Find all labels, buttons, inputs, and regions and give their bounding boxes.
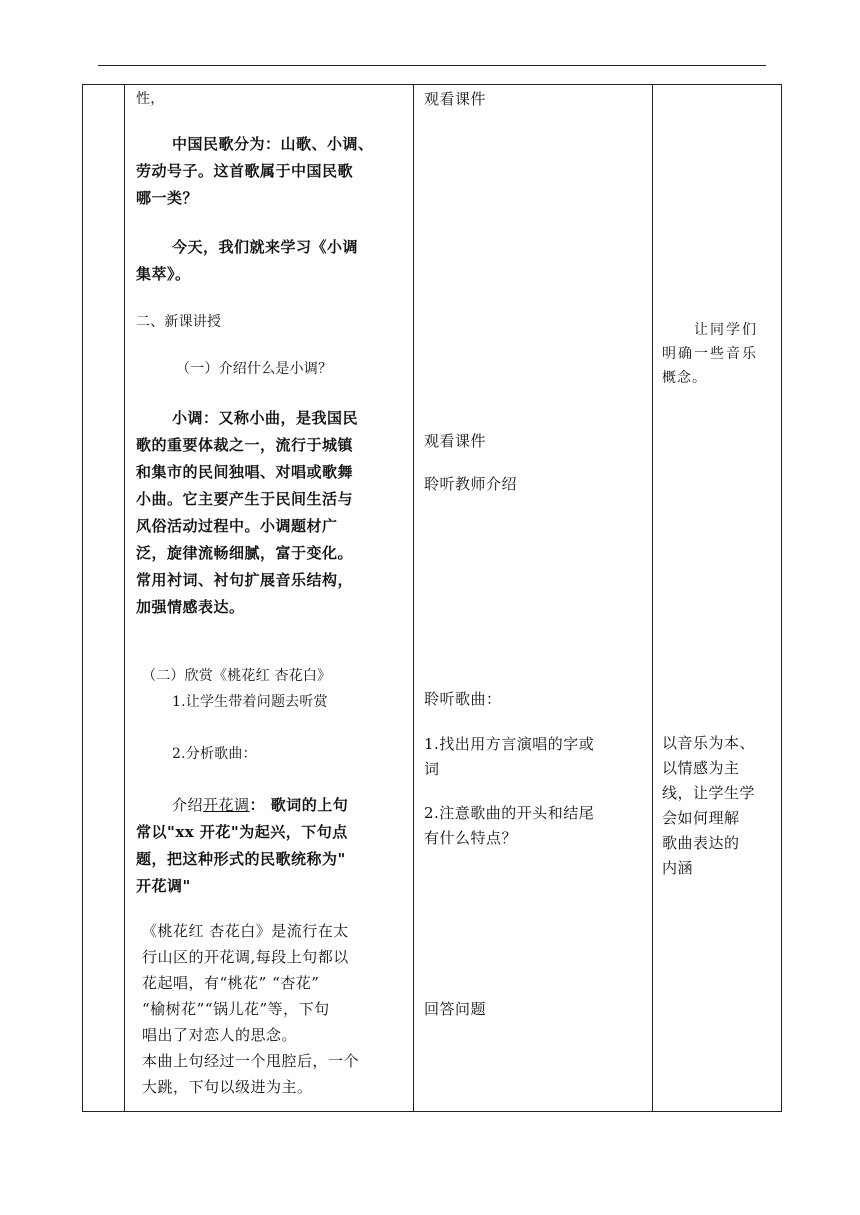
kaihuadiao-intro-line-4: 开花调" <box>136 877 191 895</box>
subsection-appreciation: （二）欣赏《桃花红 杏花白》 <box>142 668 332 684</box>
folk-song-types-line-2: 劳动号子。这首歌属于中国民歌 <box>136 162 354 180</box>
column-divider-3 <box>652 84 653 1112</box>
song-description-line-6: 本曲上句经过一个甩腔后，一个 <box>142 1052 360 1070</box>
student-listen-teacher: 聆听教师介绍 <box>424 475 518 493</box>
xiaodiao-def-line-1: 小调：又称小曲，是我国民 <box>172 409 359 427</box>
intent-emotion-line-6: 内涵 <box>662 859 694 877</box>
song-description-line-3: 花起唱，有“桃花” “杏花” <box>142 974 320 992</box>
kaihuadiao-intro-line-3: 题，把这种形式的民歌统称为" <box>136 850 346 868</box>
today-intro-line-1: 今天，我们就来学习《小调 <box>172 238 359 256</box>
kaihuadiao-prefix: 介绍 <box>172 796 204 814</box>
kaihuadiao-intro-line-1 <box>172 792 348 819</box>
student-watch-slides-2: 观看课件 <box>424 432 487 450</box>
folk-song-types-line-1: 中国民歌分为：山歌、小调、 <box>172 135 374 153</box>
section-new-lesson: 二、新课讲授 <box>136 314 222 330</box>
xiaodiao-def-line-3: 和集市的民间独唱、对唱或歌舞 <box>136 463 354 481</box>
kaihuadiao-term: 开花调 <box>203 796 250 814</box>
intent-emotion-line-3: 线，让学生学 <box>662 784 756 802</box>
song-description-line-7: 大跳，下句以级进为主。 <box>142 1078 313 1096</box>
song-description-line-2: 行山区的开花调,每段上句都以 <box>142 948 349 966</box>
song-description-line-5: 唱出了对恋人的思念。 <box>142 1026 298 1044</box>
question-dialect-line-2: 词 <box>424 760 440 778</box>
kaihuadiao-intro-line-2: 常以"xx 开花"为起兴，下句点 <box>136 823 348 841</box>
student-watch-slides-1: 观看课件 <box>424 90 487 108</box>
intent-emotion-line-2: 以情感为主 <box>662 759 740 777</box>
xiaodiao-def-line-4: 小曲。它主要产生于民间生活与 <box>136 490 354 508</box>
xiaodiao-def-line-7: 常用衬词、衬句扩展音乐结构， <box>136 571 354 589</box>
intent-emotion-line-1: 以音乐为本、 <box>662 734 756 752</box>
intent-emotion-line-5: 歌曲表达的 <box>662 834 740 852</box>
step-analyze-song: 2.分析歌曲： <box>172 746 257 762</box>
question-structure-line-1: 2.注意歌曲的开头和结尾 <box>424 804 595 822</box>
intent-concepts-line-2: 明确一些音乐 <box>662 346 758 362</box>
today-intro-line-2: 集萃》。 <box>136 265 191 283</box>
xiaodiao-def-line-2: 歌的重要体裁之一，流行于城镇 <box>136 436 354 454</box>
column-divider-1 <box>124 84 125 1112</box>
subsection-what-is-xiaodiao: （一）介绍什么是小调？ <box>176 361 333 377</box>
intent-concepts-line-3: 概念。 <box>662 370 707 386</box>
folk-song-types-line-3: 哪一类？ <box>136 189 199 207</box>
intent-concepts-line-1: 让同学们 <box>694 322 758 338</box>
column-divider-2 <box>413 84 414 1112</box>
intent-emotion-line-4: 会如何理解 <box>662 809 740 827</box>
song-description-line-1: 《桃花红 杏花白》是流行在太 <box>142 922 349 940</box>
student-listen-song: 聆听歌曲： <box>424 690 502 708</box>
step-listen-with-questions: 1.让学生带着问题去听赏 <box>172 694 328 710</box>
xiaodiao-def-line-6: 泛，旋律流畅细腻，富于变化。 <box>136 544 354 562</box>
kaihuadiao-rest: ： 歌词的上句 <box>249 796 349 814</box>
continued-text: 性， <box>136 91 165 107</box>
xiaodiao-def-line-8: 加强情感表达。 <box>136 598 245 616</box>
song-description-line-4: “榆树花”“锅儿花”等，下句 <box>142 1000 330 1018</box>
header-rule <box>98 65 766 66</box>
question-dialect-line-1: 1.找出用方言演唱的字或 <box>424 735 595 753</box>
student-answer-questions: 回答问题 <box>424 1000 487 1018</box>
question-structure-line-2: 有什么特点？ <box>424 829 518 847</box>
xiaodiao-def-line-5: 风俗活动过程中。小调题材广 <box>136 517 338 535</box>
